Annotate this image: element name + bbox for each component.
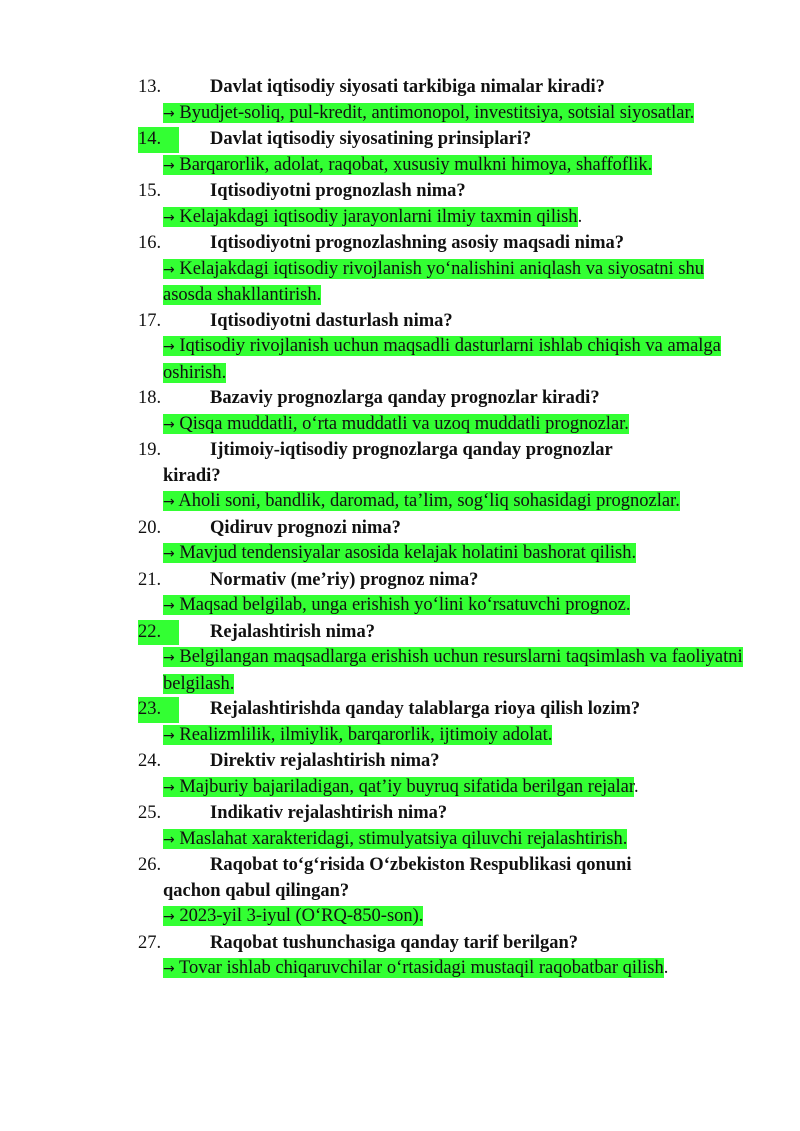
question-text: Ijtimoiy-iqtisodiy prognozlarga qanday prognozlar (210, 440, 613, 460)
question-text: Davlat iqtisodiy siyosati tarkibiga nimalar kiradi? (210, 77, 605, 97)
answer-highlight (163, 829, 627, 849)
qa-item (0, 749, 800, 801)
question (0, 438, 710, 489)
arrow-right-icon: → (163, 727, 175, 744)
answer (0, 775, 743, 802)
answer-highlight (163, 336, 721, 383)
answer-highlight (163, 491, 680, 511)
answer-highlight (163, 103, 694, 123)
question (0, 749, 710, 775)
question-text: Qidiruv prognozi nima? (210, 517, 401, 538)
answer-text: Majburiy bajariladigan, qat’iy buyruq sifatida berilgan rejalar (179, 776, 634, 797)
answer-highlight (163, 207, 578, 227)
answer-text: Qisqa muddatli, o‘rta muddatli va uzoq muddatli prognozlar. (179, 413, 629, 434)
arrow-right-icon: → (163, 261, 175, 278)
arrow-right-icon: → (163, 650, 175, 666)
answer (0, 904, 743, 931)
answer-highlight (163, 595, 630, 615)
question-number: 23. (138, 697, 179, 723)
answer (0, 205, 743, 232)
answer (0, 257, 743, 309)
question (0, 516, 710, 542)
qa-item (0, 386, 800, 438)
question (0, 231, 710, 257)
answer-highlight (163, 906, 423, 926)
qa-item (0, 231, 800, 309)
question (0, 75, 710, 101)
answer (0, 412, 743, 439)
question-number: 21. (138, 569, 162, 590)
arrow-right-icon: → (163, 961, 175, 977)
question-text-continued: kiradi? (163, 465, 221, 486)
question-number: 25. (138, 803, 162, 823)
qa-item (0, 568, 800, 620)
arrow-right-icon: → (163, 157, 175, 174)
answer (0, 334, 743, 386)
answer (0, 489, 743, 516)
question-number: 17. (138, 310, 162, 331)
question (0, 127, 710, 153)
arrow-right-icon: → (163, 909, 175, 925)
qa-item (0, 75, 800, 127)
question-text: Iqtisodiyotni prognozlash nima? (210, 181, 466, 201)
question-text: Iqtisodiyotni prognozlashning asosiy maqsadi nima? (210, 233, 624, 253)
qa-item (0, 620, 800, 698)
question-text: Raqobat tushunchasiga qanday tarif berilgan? (210, 932, 579, 953)
answer (0, 723, 743, 750)
question-number: 27. (138, 932, 162, 953)
answer-text: Aholi soni, bandlik, daromad, ta’lim, sog‘liq sohasidagi prognozlar. (178, 491, 680, 511)
answer (0, 593, 743, 620)
question-text: Rejalashtirish nima? (210, 621, 375, 642)
question-number: 20. (138, 517, 162, 538)
question (0, 801, 710, 827)
arrow-right-icon: → (163, 494, 175, 510)
arrow-right-icon: → (163, 598, 175, 614)
document-page (0, 75, 800, 983)
question-text: Bazaviy prognozlarga qanday prognozlar kiradi? (210, 388, 600, 408)
answer-text: Kelajakdagi iqtisodiy jarayonlarni ilmiy taxmin qilish (179, 206, 578, 227)
question-text: Iqtisodiyotni dasturlash nima? (210, 310, 453, 331)
answer-tail: . (663, 958, 669, 978)
question-number: 15. (138, 181, 162, 201)
answer-text: Tovar ishlab chiqaruvchilar o‘rtasidagi mustaqil raqobatbar qilish (179, 958, 664, 978)
answer-text: Kelajakdagi iqtisodiy rivojlanish yo‘nalishini aniqlash va siyosatni shu asosda shakllantirish. (163, 258, 704, 305)
qa-item (0, 438, 800, 516)
question-text-continued: qachon qabul qilingan? (163, 880, 350, 901)
answer-text: Mavjud tendensiyalar asosida kelajak holatini bashorat qilish. (179, 543, 637, 563)
question (0, 386, 710, 412)
arrow-right-icon: → (163, 339, 175, 355)
answer (0, 153, 743, 180)
answer-highlight (163, 725, 552, 745)
arrow-right-icon: → (163, 831, 175, 848)
answer-highlight (163, 259, 704, 306)
answer-highlight (163, 647, 743, 694)
answer-text: Barqarorlik, adolat, raqobat, xususiy mulkni himoya, shaffoflik. (179, 154, 653, 175)
question-number: 26. (138, 855, 162, 875)
question (0, 931, 710, 957)
question-text: Normativ (me’riy) prognoz nima? (210, 569, 479, 590)
question-number: 19. (138, 440, 162, 460)
answer-text: Byudjet-soliq, pul-kredit, antimonopol, investitsiya, sotsial siyosatlar. (179, 102, 695, 123)
answer (0, 645, 743, 697)
question-number: 18. (138, 388, 162, 408)
question-number: 22. (138, 620, 179, 646)
answer-text: Maslahat xarakteridagi, stimulyatsiya qiluvchi rejalashtirish. (179, 828, 628, 849)
answer-highlight (163, 543, 636, 563)
arrow-right-icon: → (163, 546, 175, 562)
question (0, 853, 710, 904)
qa-item (0, 179, 800, 231)
qa-item (0, 931, 800, 983)
answer-text: Realizmlilik, ilmiylik, barqarorlik, ijtimoiy adolat. (179, 724, 553, 745)
question-number: 16. (138, 233, 162, 253)
answer (0, 101, 743, 128)
answer-highlight (163, 155, 652, 175)
question (0, 697, 710, 723)
answer-text: Belgilangan maqsadlarga erishish uchun resurslarni taqsimlash va faoliyatni belgilash. (163, 647, 743, 694)
question (0, 620, 710, 646)
arrow-right-icon: → (163, 209, 175, 226)
qa-item (0, 516, 800, 568)
question (0, 179, 710, 205)
answer-text: Iqtisodiy rivojlanish uchun maqsadli dasturlarni ishlab chiqish va amalga oshirish. (163, 336, 721, 383)
arrow-right-icon: → (163, 105, 175, 122)
question-number: 13. (138, 77, 162, 97)
answer-text: Maqsad belgilab, unga erishish yo‘lini ko‘rsatuvchi prognoz. (179, 595, 631, 615)
question (0, 568, 710, 594)
question (0, 309, 710, 335)
qa-item (0, 127, 800, 179)
arrow-right-icon: → (163, 779, 175, 796)
question-text: Indikativ rejalashtirish nima? (210, 803, 448, 823)
question-text: Rejalashtirishda qanday talablarga rioya qilish lozim? (210, 699, 641, 719)
answer (0, 956, 743, 983)
question-number: 14. (138, 127, 179, 153)
answer-highlight (163, 414, 629, 434)
answer-highlight (163, 958, 664, 978)
answer (0, 827, 743, 854)
qa-item (0, 309, 800, 387)
qa-item (0, 853, 800, 931)
answer-tail: . (634, 776, 639, 797)
question-text: Davlat iqtisodiy siyosatining prinsiplari? (210, 129, 532, 149)
question-text: Direktiv rejalashtirish nima? (210, 751, 440, 771)
question-number: 24. (138, 751, 162, 771)
arrow-right-icon: → (163, 416, 175, 433)
qa-item (0, 801, 800, 853)
answer-text: 2023-yil 3-iyul (O‘RQ-850-son). (179, 906, 424, 926)
question-text: Raqobat to‘g‘risida O‘zbekiston Respublikasi qonuni (210, 855, 632, 875)
qa-item (0, 697, 800, 749)
answer-tail: . (577, 206, 583, 227)
answer (0, 541, 743, 568)
answer-highlight (163, 777, 634, 797)
